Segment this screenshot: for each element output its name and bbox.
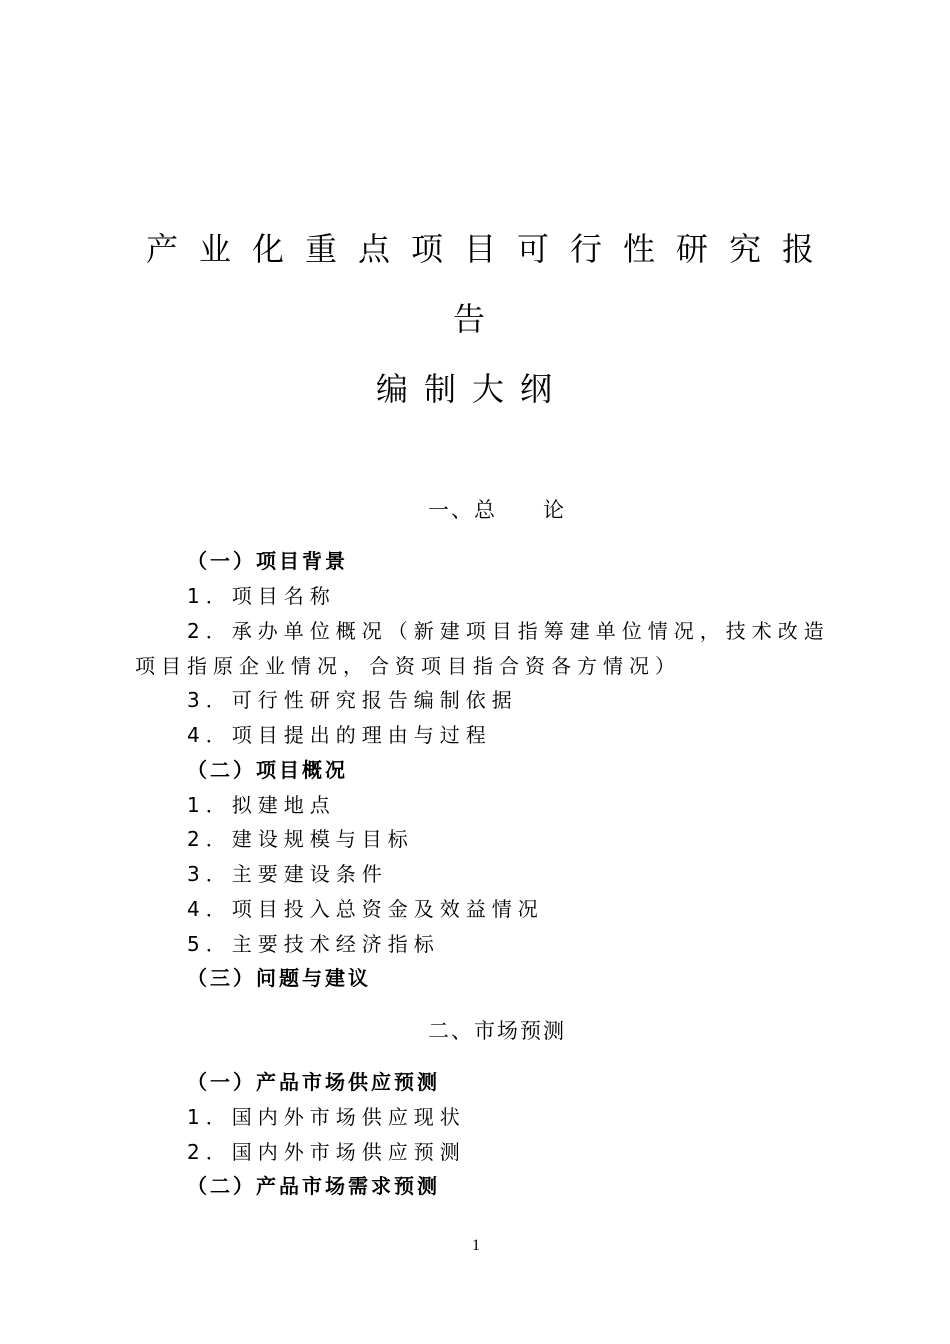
outline-item: 3．主要建设条件 [187,862,388,886]
section-heading-1: 一、总 论 [428,498,566,522]
document-title-line-2: 告 [453,300,507,338]
outline-item: 1．拟建地点 [187,793,336,817]
outline-item-continuation: 项目指原企业情况，合资项目指合资各方情况） [135,654,681,678]
page-number: 1 [472,1237,480,1254]
outline-item: 1．国内外市场供应现状 [187,1105,466,1129]
outline-item: 2．建设规模与目标 [187,827,414,851]
subsection-title-1-3: （三）问题与建议 [187,966,371,990]
subsection-title-2-1: （一）产品市场供应预测 [187,1070,440,1094]
outline-item: 4．项目投入总资金及效益情况 [187,897,544,921]
outline-item: 4．项目提出的理由与过程 [187,723,492,747]
outline-item: 1．项目名称 [187,584,336,608]
outline-item: 2．承办单位概况（新建项目指筹建单位情况，技术改造 [187,619,830,643]
document-title-line-1: 产业化重点项目可行性研究报 [146,230,836,268]
outline-item: 2．国内外市场供应预测 [187,1140,466,1164]
document-subtitle: 编制大纲 [376,370,569,408]
subsection-title-1-2: （二）项目概况 [187,758,348,782]
outline-item: 3．可行性研究报告编制依据 [187,688,518,712]
subsection-title-1-1: （一）项目背景 [187,549,348,573]
outline-item: 5．主要技术经济指标 [187,932,440,956]
section-heading-2: 二、市场预测 [428,1019,566,1043]
subsection-title-2-2: （二）产品市场需求预测 [187,1174,440,1198]
